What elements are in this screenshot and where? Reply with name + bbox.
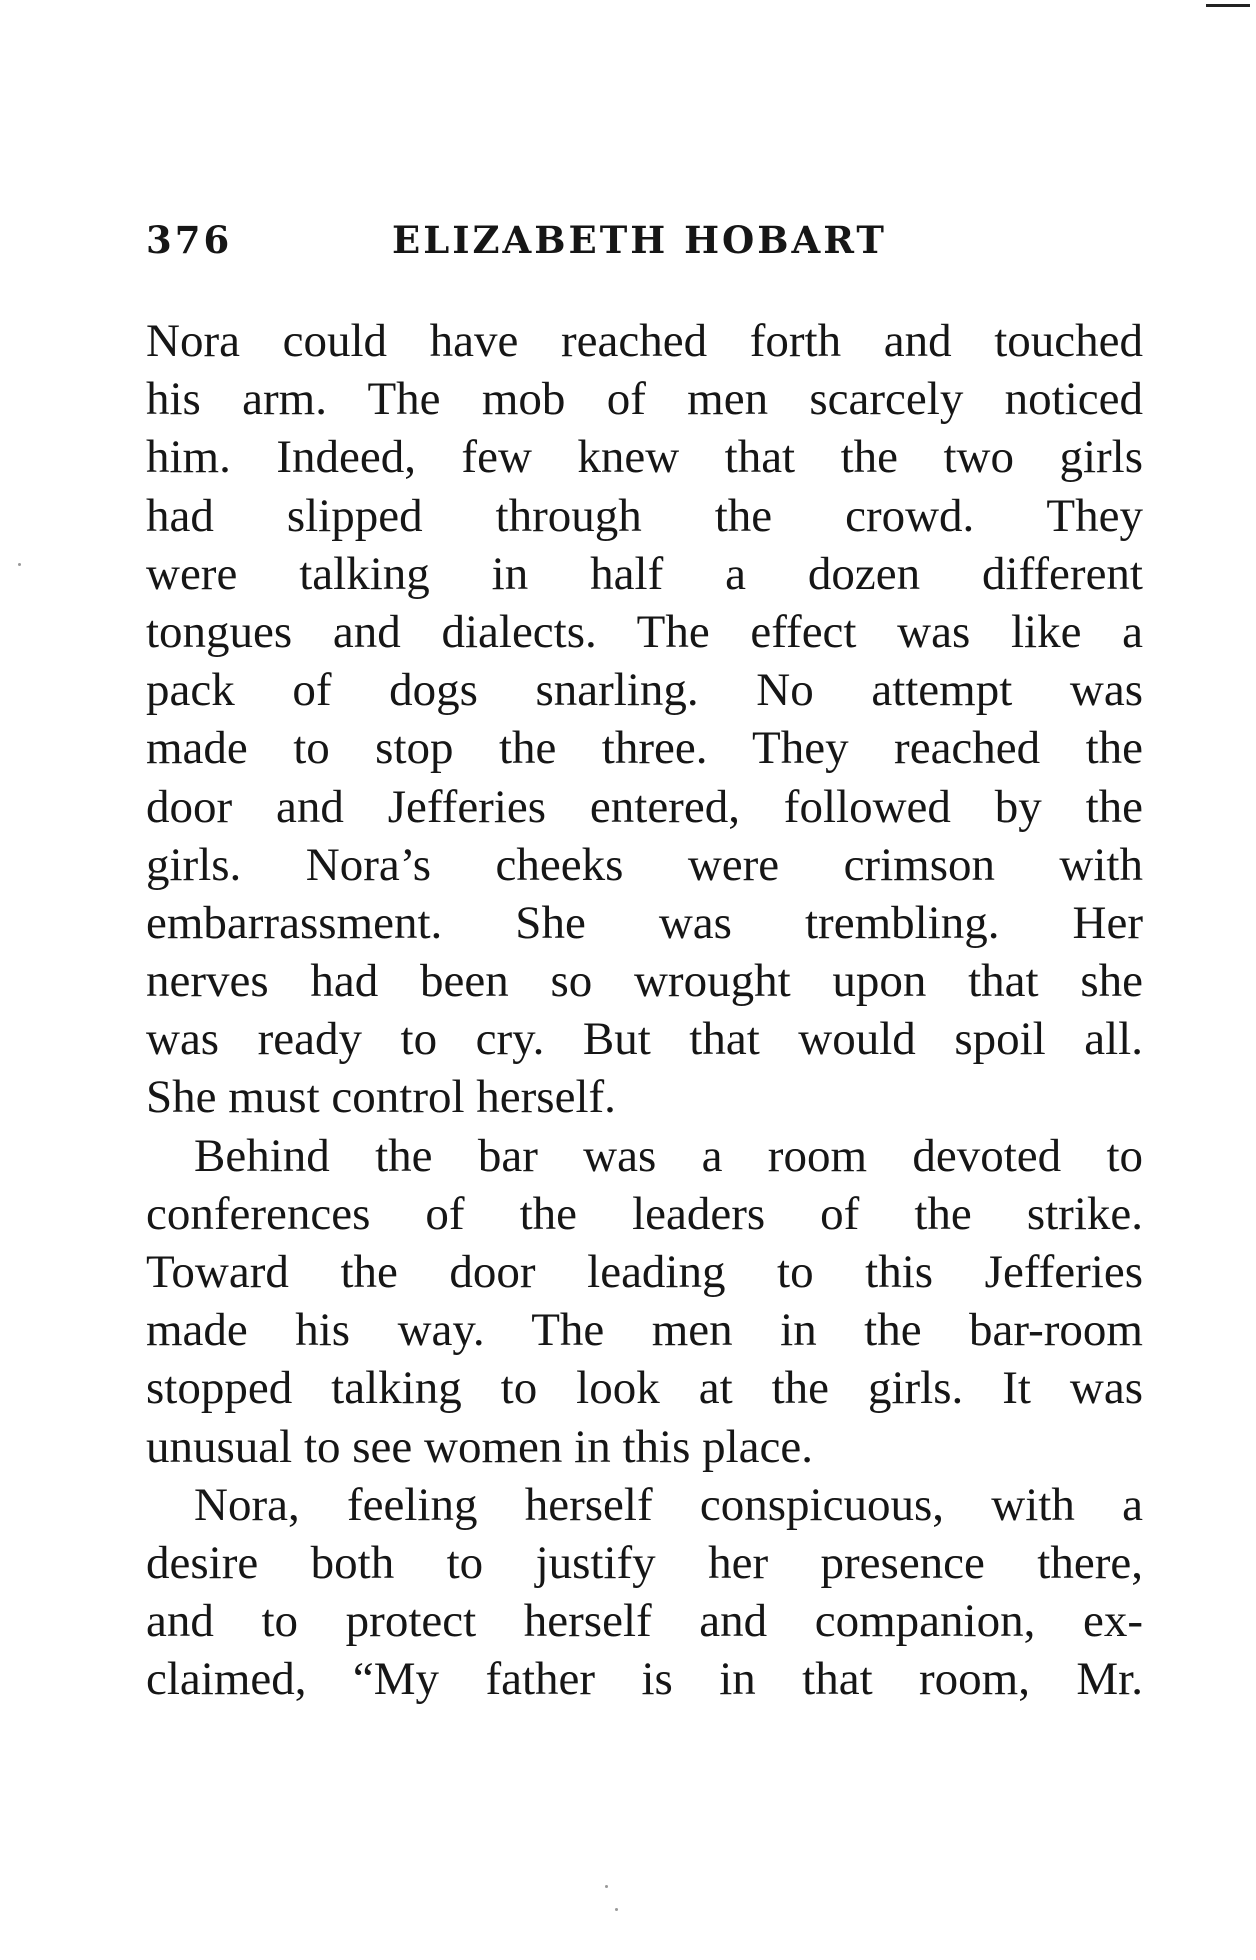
text-line: unusual to see women in this place. xyxy=(146,1420,813,1473)
scan-speck xyxy=(18,563,21,566)
scan-speck xyxy=(605,1885,608,1888)
running-title: ELIZABETH HOBART xyxy=(392,218,887,262)
text-line: desire both to justify her presence there, xyxy=(146,1536,1143,1589)
text-line: claimed, “My father is in that room, Mr. xyxy=(146,1653,1143,1706)
page-number: 376 xyxy=(146,218,233,262)
text-line: made to stop the three. They reached the xyxy=(146,722,1143,775)
text-line: had slipped through the crowd. They xyxy=(146,489,1143,542)
scan-edge-mark xyxy=(1206,4,1250,7)
text-line: tongues and dialects. The effect was like a xyxy=(146,605,1143,658)
text-line: She must control herself. xyxy=(146,1071,616,1124)
scan-speck xyxy=(615,1908,618,1911)
text-line: and to protect herself and companion, ex- xyxy=(146,1595,1143,1648)
text-line: Nora, feeling herself conspicuous, with a xyxy=(194,1478,1143,1531)
text-line: his arm. The mob of men scarcely noticed xyxy=(146,373,1143,426)
text-line: embarrassment. She was trembling. Her xyxy=(146,896,1143,949)
text-line: girls. Nora’s cheeks were crimson with xyxy=(146,838,1143,891)
text-line: pack of dogs snarling. No attempt was xyxy=(146,664,1143,717)
text-line: nerves had been so wrought upon that she xyxy=(146,955,1143,1008)
text-line: him. Indeed, few knew that the two girls xyxy=(146,431,1143,484)
text-line: Behind the bar was a room devoted to xyxy=(194,1129,1143,1182)
text-line: was ready to cry. But that would spoil all. xyxy=(146,1013,1143,1066)
text-line: made his way. The men in the bar-room xyxy=(146,1304,1143,1357)
body-text xyxy=(146,312,1143,1709)
text-line: Nora could have reached forth and touched xyxy=(146,315,1143,367)
text-line: stopped talking to look at the girls. It was xyxy=(146,1362,1143,1415)
text-line: conferences of the leaders of the strike. xyxy=(146,1187,1143,1240)
page-header xyxy=(146,218,1146,268)
text-line: door and Jefferies entered, followed by the xyxy=(146,780,1143,833)
text-line: Toward the door leading to this Jefferies xyxy=(146,1246,1143,1298)
text-line: were talking in half a dozen different xyxy=(146,547,1143,600)
